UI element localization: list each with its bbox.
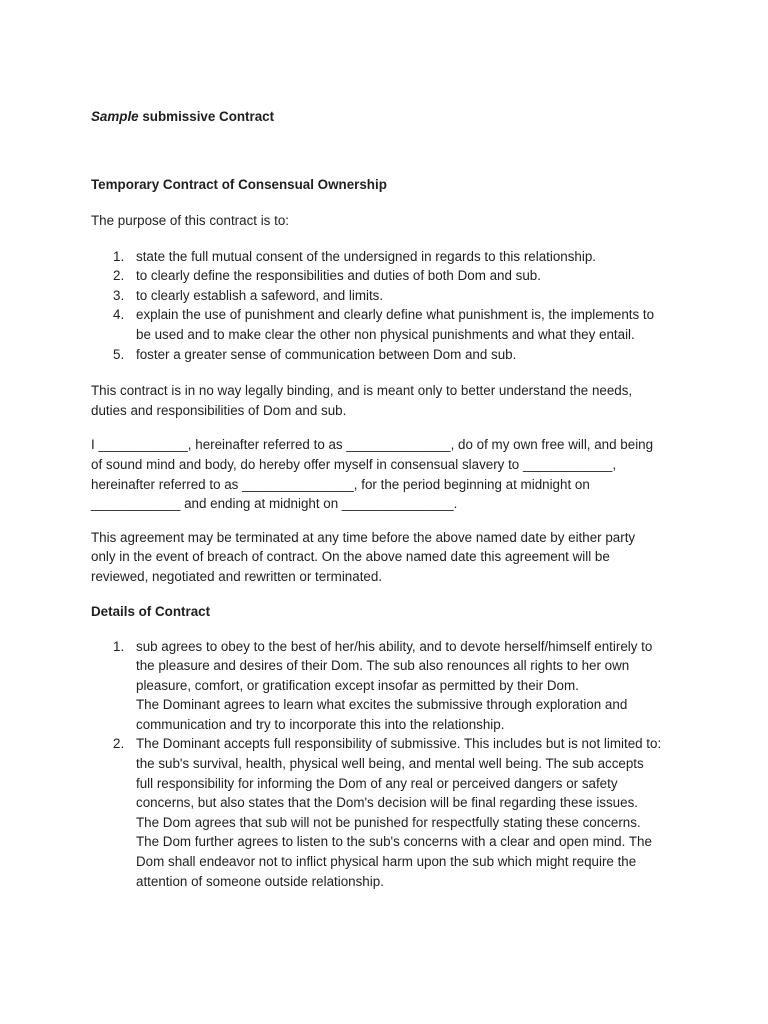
list-item-text: Dom shall endeavor not to inflict physical harm upon the sub which might require the [136, 854, 637, 870]
list-item-text: pleasure, comfort, or gratification except insofar as permitted by their Dom. [136, 677, 579, 693]
document-title [91, 107, 681, 127]
details-list-item [91, 637, 681, 735]
purpose-list-item [91, 286, 681, 306]
list-item-text: state the full mutual consent of the undersigned in regards to this relationship. [136, 248, 597, 264]
list-item-text: concerns, but also states that the Dom's decision will be final regarding these issues. [136, 795, 638, 811]
list-item-text: The Dominant accepts full responsibility of submissive. This includes but is not limited to: [136, 736, 662, 752]
document-title-rest: submissive Contract [138, 109, 275, 124]
paragraph-line: ____________ and ending at midnight on _______________. [91, 496, 458, 512]
details-list-item [91, 734, 681, 891]
list-item-text: foster a greater sense of communication between Dom and sub. [136, 346, 517, 362]
paragraph-line: hereinafter referred to as _______________, for the period beginning at midnight on [91, 476, 590, 492]
paragraph-line: This contract is in no way legally binding, and is meant only to better understand the needs, [91, 383, 633, 399]
purpose-list [91, 247, 681, 365]
consent-paragraph [91, 435, 681, 513]
purpose-list-item [91, 247, 681, 267]
paragraph-line: This agreement may be terminated at any time before the above named date by either party [91, 529, 636, 545]
paragraph-line: only in the event of breach of contract. On the above named date this agreement will be [91, 549, 610, 565]
list-item-text: full responsibility for informing the Dom of any real or perceived dangers or safety [136, 775, 618, 791]
list-item-text: attention of someone outside relationship. [136, 873, 384, 889]
termination-paragraph [91, 528, 681, 587]
binding-paragraph [91, 381, 681, 420]
list-item-number: 3. [113, 287, 125, 303]
purpose-list-item [91, 305, 681, 344]
list-item-text: the sub's survival, health, physical well being, and mental well being. The sub accepts [136, 756, 644, 772]
details-list [91, 637, 681, 892]
list-item-text: communication and try to incorporate this into the relationship. [136, 716, 505, 732]
heading-details-of-contract: Details of Contract [91, 603, 211, 619]
list-item-number: 4. [113, 307, 125, 323]
list-item-text: explain the use of punishment and clearly define what punishment is, the implements to [136, 307, 655, 323]
purpose-intro: The purpose of this contract is to: [91, 213, 289, 228]
heading-temporary-contract: Temporary Contract of Consensual Ownership [91, 177, 387, 192]
list-item-number: 5. [113, 346, 125, 362]
paragraph-line: duties and responsibilities of Dom and sub. [91, 402, 347, 418]
list-item-text: to clearly establish a safeword, and limits. [136, 287, 384, 303]
document-page [91, 107, 681, 891]
list-item-text: to clearly define the responsibilities and duties of both Dom and sub. [136, 268, 541, 284]
document-title-italic: Sample [91, 109, 139, 124]
purpose-list-item [91, 266, 681, 286]
list-item-number: 1. [113, 638, 125, 654]
paragraph-line: reviewed, negotiated and rewritten or terminated. [91, 568, 383, 584]
list-item-text: the pleasure and desires of their Dom. The sub also renounces all rights to her own [136, 658, 630, 674]
list-item-number: 1. [113, 248, 125, 264]
paragraph-line: of sound mind and body, do hereby offer myself in consensual slavery to ____________, [91, 456, 617, 472]
list-item-text: sub agrees to obey to the best of her/his ability, and to devote herself/himself entirely to [136, 638, 653, 654]
purpose-list-item [91, 345, 681, 365]
list-item-text: be used and to make clear the other non physical punishments and what they entail. [136, 326, 635, 342]
list-item-number: 2. [113, 268, 125, 284]
list-item-text: The Dom further agrees to listen to the sub's concerns with a clear and open mind. The [136, 834, 652, 850]
list-item-text: The Dom agrees that sub will not be punished for respectfully stating these concerns. [136, 814, 641, 830]
list-item-number: 2. [113, 736, 125, 752]
paragraph-line: I ____________, hereinafter referred to as ______________, do of my own free will, and being [91, 437, 654, 453]
list-item-text: The Dominant agrees to learn what excites the submissive through exploration and [136, 697, 628, 713]
